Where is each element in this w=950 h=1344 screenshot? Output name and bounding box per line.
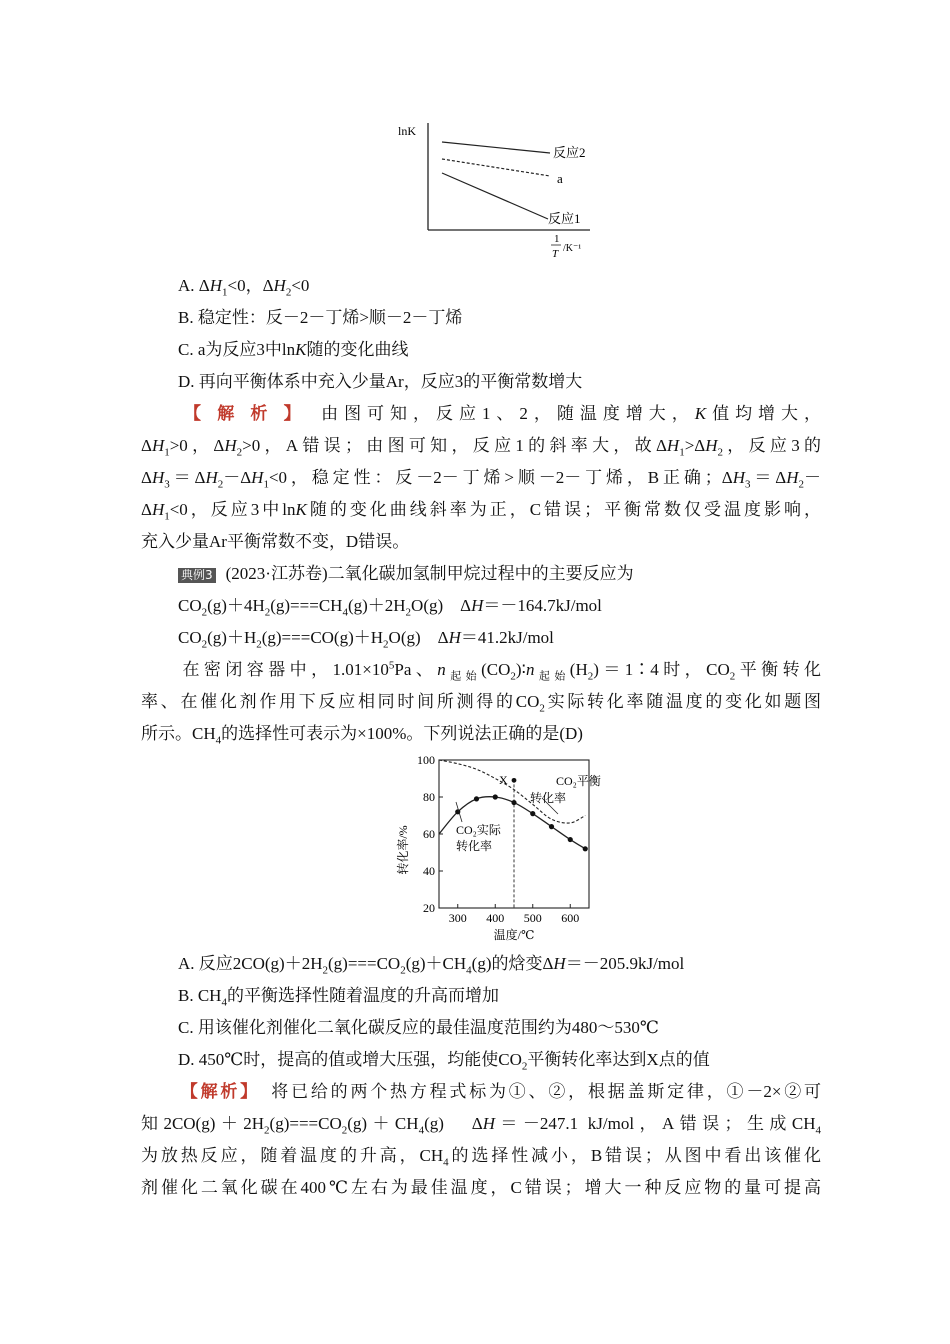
lnk-chart — [390, 115, 610, 265]
actual-data-point — [583, 846, 588, 851]
analysis1-line4: $\Delta H_1<0$，反应3中lnK随的变化曲线斜率为正，C错误；平衡常数仅受温度影响， — [141, 500, 822, 523]
q2-option-b: B. $CH_4$的平衡选择性随着温度的升高而增加 — [178, 986, 499, 1009]
example3-badge: 典例3 — [178, 568, 216, 583]
analysis2-line1: 【解析】 将已给的两个热方程式标为①、②，根据盖斯定律，①－2×②可 — [178, 1082, 822, 1101]
lnk-x-label-den: T — [552, 248, 559, 260]
series-line-reaction2 — [442, 142, 550, 153]
actual-data-point — [511, 800, 516, 805]
example3-eq2: $CO_2(g)+H_2(g)===CO(g)+H_2O(g)$ ΔH＝41.2kJ/mol — [178, 628, 554, 651]
label-actual-1: CO₂实际 — [456, 823, 501, 837]
actual-data-point — [549, 824, 554, 829]
x-tick-label: 500 — [523, 911, 542, 925]
y-tick-label: 100 — [417, 753, 435, 767]
y-tick-label: 60 — [423, 827, 435, 841]
y-tick-label: 20 — [423, 901, 435, 915]
label-x-point: X — [499, 773, 508, 787]
q2-option-c: C. 用该催化剂催化二氧化碳反应的最佳温度范围约为480～530℃ — [178, 1018, 659, 1037]
analysis1-line1: 【 解 析 】 由图可知，反应1、2，随温度增大，K值均增大， — [178, 404, 822, 423]
actual-data-point — [568, 837, 573, 842]
q1-option-a: A. $\Delta H_1<0$，$\Delta H_2<0$ — [178, 276, 310, 299]
analysis1-tag: 【 解 析 】 — [178, 404, 299, 423]
conversion-chart — [392, 750, 602, 945]
x-tick-label: 400 — [486, 911, 505, 925]
analysis2-tag: 【解析】 — [178, 1082, 252, 1101]
y-tick-label: 40 — [423, 864, 435, 878]
example3-para-line2: 率、在催化剂作用下反应相同时间所测得的$CO_2$实际转化率随温度的变化如题图 — [141, 692, 822, 715]
actual-data-point — [493, 794, 498, 799]
analysis1-line2: $\Delta H_1>0$，$\Delta H_2>0$，A错误；由图可知，反应1的斜率大，故$\Delta H_1>\Delta H_2$，反应3的 — [141, 436, 821, 459]
label-actual-2: 转化率 — [456, 839, 493, 853]
series-line-a — [442, 159, 550, 176]
analysis2-line4: 剂催化二氧化碳在400℃左右为最佳温度，C错误；增大一种反应物的量可提高 — [141, 1178, 821, 1197]
conversion-x-label: 温度/℃ — [493, 928, 535, 942]
lnk-x-label-num: 1 — [554, 233, 560, 245]
analysis1-line3: $\Delta H_3=\Delta H_2-\Delta H_1<0$，稳定性：反－2－丁烯>顺－2－丁烯，B正确；$\Delta H_3=\Delta H_2-$ — [141, 468, 822, 491]
example3-para-line1: 在密闭容器中，$1.01\times 10^5Pa$、$n_{起始}(CO_2)∶n_{起始}(H_2)=1∶4$时，$CO_2$平衡转化 — [178, 659, 822, 683]
analysis2-line3: 为放热反应，随着温度的升高，$CH_4$的选择性减小，B错误；从图中看出该催化 — [141, 1146, 821, 1169]
example3-eq1: $CO_2(g)+4H_2(g)===CH_4(g)+2H_2O(g)$ ΔH＝－164.7kJ/mol — [178, 596, 602, 619]
series-label-a: a — [557, 171, 563, 186]
actual-data-point — [474, 796, 479, 801]
q1-option-b: B. 稳定性：反－2－丁烯>顺－2－丁烯 — [178, 308, 463, 327]
example3-title: 典例3 (2023·江苏卷)二氧化碳加氢制甲烷过程中的主要反应为 — [178, 563, 858, 585]
label-equilibrium-1: CO₂平衡 — [556, 774, 601, 788]
actual-data-point — [530, 811, 535, 816]
series-label-reaction1: 反应1 — [548, 211, 581, 226]
y-tick-label: 80 — [423, 790, 435, 804]
x-tick-label: 300 — [448, 911, 467, 925]
x-tick-label: 600 — [561, 911, 580, 925]
series-line-reaction1 — [442, 173, 548, 219]
label-equilibrium-2: 转化率 — [530, 791, 567, 805]
point-x-marker — [512, 778, 517, 783]
series-label-reaction2: 反应2 — [553, 145, 586, 160]
q2-option-d: D. 450℃时，提高的值或增大压强，均能使$CO_2$平衡转化率达到X点的值 — [178, 1050, 710, 1073]
lnk-y-label: lnK — [398, 124, 416, 138]
analysis2-line2: 知$2CO(g)+2H_2(g)===CO_2(g)+CH_4(g)$ ΔH＝－247.1 kJ/mol，A错误；生成$CH_4$ — [141, 1114, 821, 1137]
example3-para-line3: 所示。$CH_4$的选择性可表示为×100%。下列说法正确的是(D) — [141, 724, 583, 747]
analysis1-line5: 充入少量Ar平衡常数不变，D错误。 — [141, 532, 410, 551]
q2-option-a: A. 反应$2CO(g)+2H_2(g)===CO_2(g)+CH_4(g)$的焓变ΔH＝－205.9kJ/mol — [178, 954, 685, 977]
lnk-x-label-unit: /K⁻¹ — [563, 243, 582, 254]
q1-option-c: C. a为反应3中lnK随的变化曲线 — [178, 340, 409, 359]
q1-option-d: D. 再向平衡体系中充入少量Ar，反应3的平衡常数增大 — [178, 372, 583, 391]
conversion-y-label: 转化率/% — [396, 825, 410, 875]
